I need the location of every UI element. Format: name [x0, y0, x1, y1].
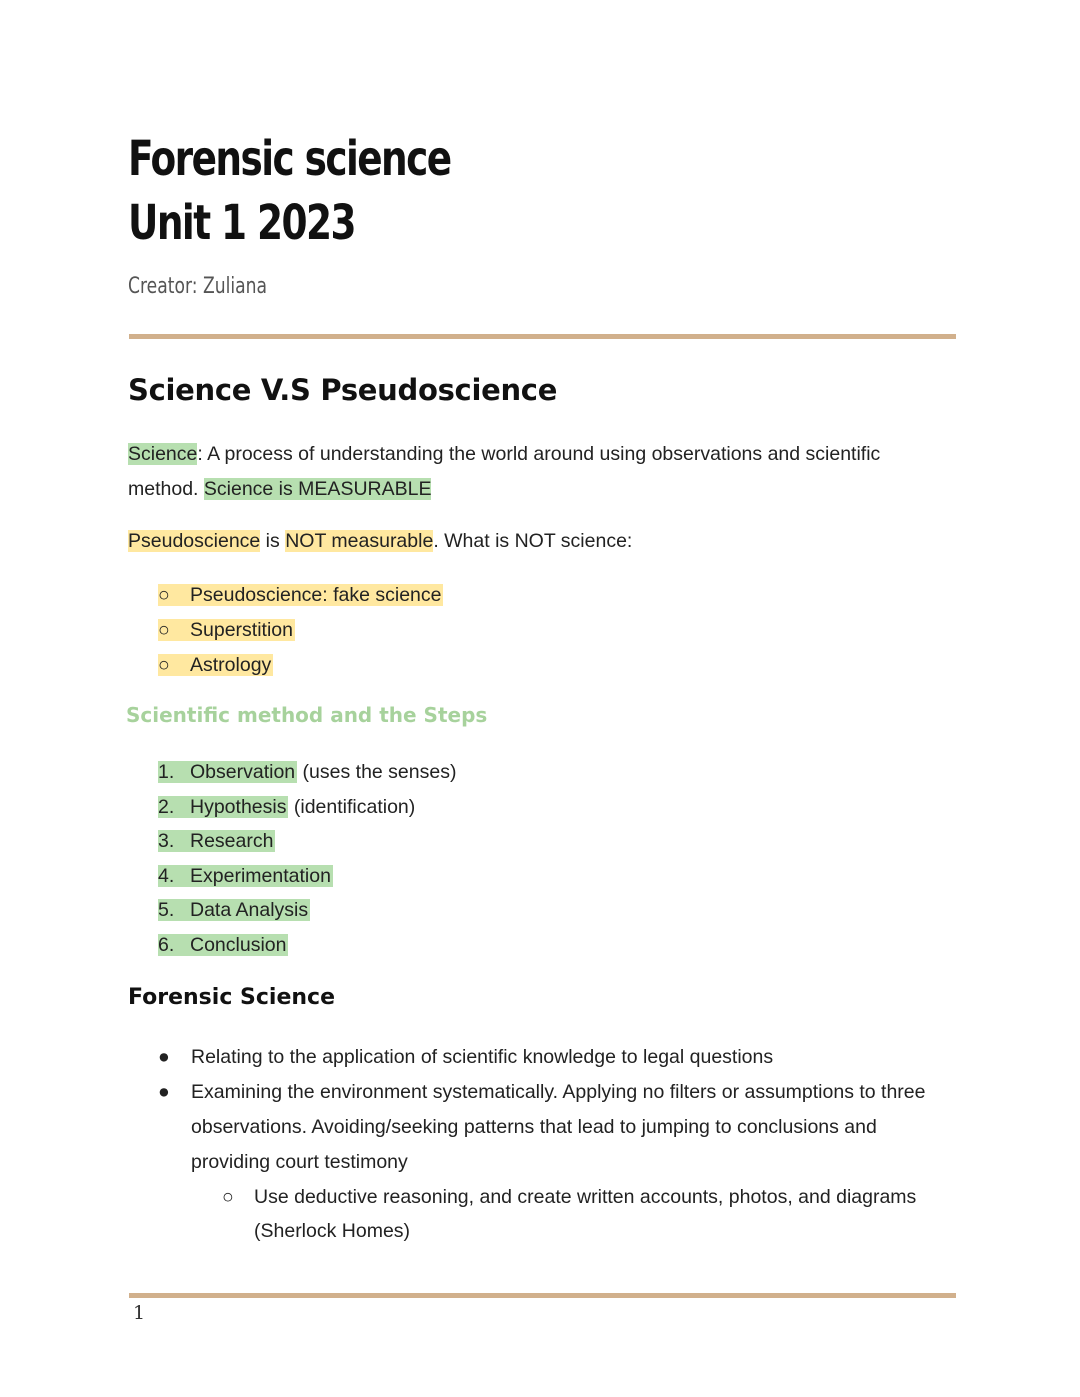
science-term: Science	[128, 443, 198, 465]
page-number: 1	[133, 1302, 146, 1324]
list-item	[158, 648, 443, 683]
pseudo-term: Pseudoscience	[128, 530, 261, 552]
step-text: Research	[190, 830, 274, 852]
pseudo-not-measurable: NOT measurable	[285, 530, 434, 552]
pseudo-rest: . What is NOT science:	[433, 530, 633, 552]
sub-list-item	[158, 1180, 958, 1248]
list-item	[158, 1075, 958, 1180]
list-item	[158, 578, 443, 613]
science-def-text: : A process of understanding the world around using observations and scientific method.	[128, 443, 881, 500]
step-item	[158, 928, 456, 963]
step-number: 6.	[158, 933, 175, 956]
pseudoscience-statement	[128, 524, 948, 559]
bullet-dot-icon: ●	[158, 1046, 170, 1068]
circle-bullet-icon: ○	[158, 584, 170, 606]
step-text: Hypothesis	[190, 795, 287, 818]
science-measurable: Science is MEASURABLE	[203, 478, 432, 500]
step-item	[158, 824, 456, 859]
step-text: Experimentation	[190, 864, 331, 887]
circle-bullet-icon: ○	[158, 654, 170, 676]
step-number: 1.	[158, 761, 175, 783]
circle-bullet-icon: ○	[158, 619, 170, 641]
footer-divider	[129, 1293, 956, 1298]
creator-label: Creator: Zuliana	[128, 274, 268, 299]
step-item	[158, 859, 456, 894]
section-heading-forensic-science: Forensic Science	[128, 985, 335, 1010]
step-text: Data Analysis	[190, 899, 309, 921]
list-item-text: Pseudoscience: fake science	[190, 584, 442, 606]
list-item-text: Relating to the application of scientific knowledge to legal questions	[191, 1046, 774, 1068]
list-item	[158, 1040, 958, 1075]
scientific-method-steps	[158, 755, 456, 962]
not-science-list	[158, 578, 443, 683]
step-item	[158, 755, 456, 790]
step-number: 4.	[158, 864, 175, 887]
pseudo-is: is	[260, 530, 286, 552]
step-item	[158, 790, 456, 825]
step-number: 2.	[158, 795, 175, 818]
circle-bullet-icon: ○	[222, 1186, 234, 1208]
list-item-text: Superstition	[190, 619, 293, 641]
list-item-text: Examining the environment systematically. Applying no filters or assumptions to three observations. Avoiding/seeking patterns that lead to jumping to conclusions and providing court testimony	[191, 1081, 926, 1173]
header-divider	[129, 334, 956, 339]
step-number: 3.	[158, 830, 175, 852]
bullet-dot-icon: ●	[158, 1081, 170, 1103]
section-heading-science-vs-pseudoscience: Science V.S Pseudoscience	[128, 373, 558, 407]
document-title-line2: Unit 1 2023	[128, 195, 355, 251]
document-title-line1: Forensic science	[128, 131, 451, 187]
subheading-scientific-method: Scientific method and the Steps	[126, 703, 488, 727]
step-item	[158, 893, 456, 928]
sub-list-item-text: Use deductive reasoning, and create written accounts, photos, and diagrams (Sherlock Homes)	[254, 1186, 917, 1242]
step-text: Conclusion	[190, 933, 287, 956]
step-note: (identification)	[288, 795, 416, 818]
science-definition	[128, 437, 948, 507]
list-item	[158, 613, 443, 648]
step-text: Observation	[190, 761, 296, 783]
step-number: 5.	[158, 899, 175, 921]
step-note: (uses the senses)	[297, 761, 457, 783]
forensic-bullet-list	[158, 1040, 958, 1248]
list-item-text: Astrology	[190, 654, 272, 676]
